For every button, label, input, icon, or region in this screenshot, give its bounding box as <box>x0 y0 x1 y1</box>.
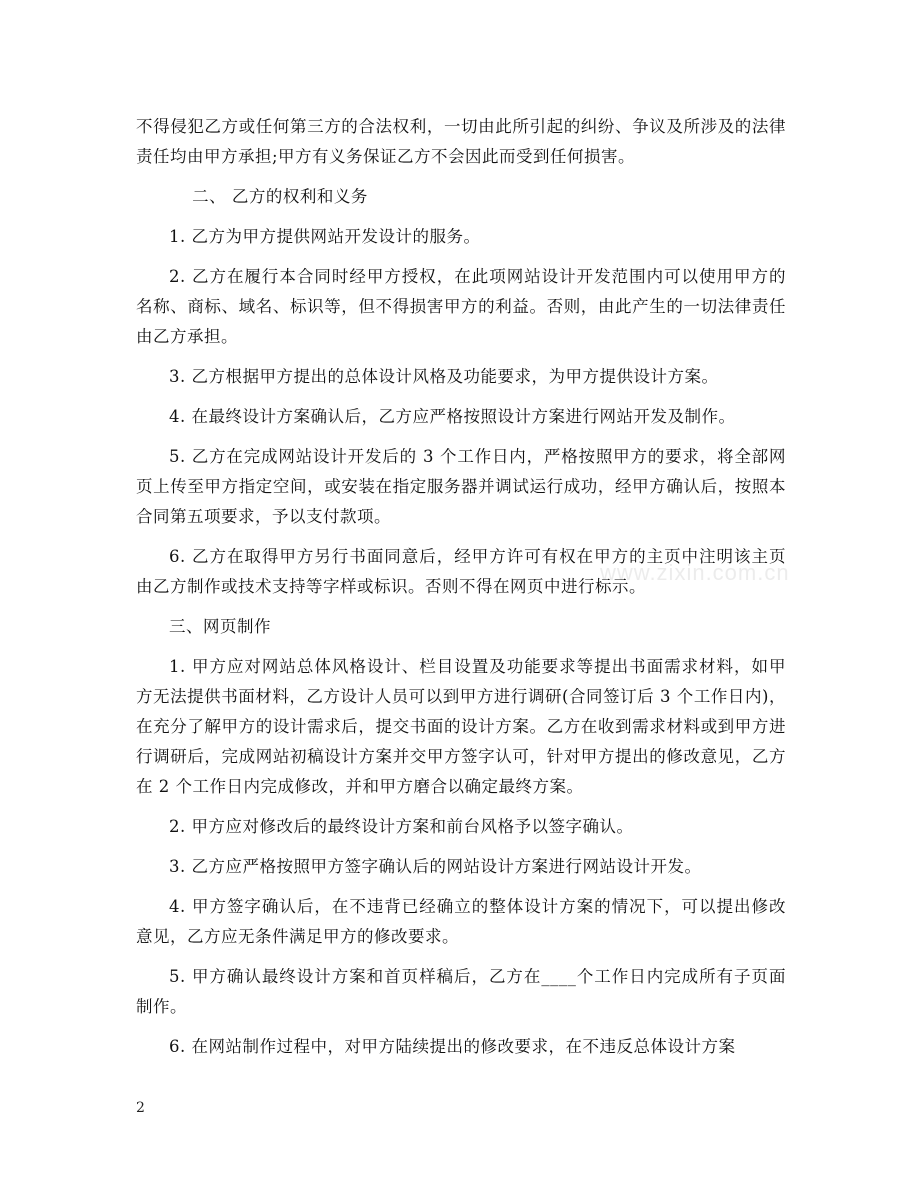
paragraph: 4. 甲方签字确认后，在不违背已经确立的整体设计方案的情况下，可以提出修改意见，乙方应无条件满足甲方的修改要求。 <box>136 897 786 946</box>
section-heading: 二、 乙方的权利和义务 <box>192 187 368 206</box>
paragraph: 3. 乙方根据甲方提出的总体设计风格及功能要求，为甲方提供设计方案。 <box>169 367 719 386</box>
paragraph: 2. 乙方在履行本合同时经甲方授权，在此项网站设计开发范围内可以使用甲方的名称、商标、域名、标识等，但不得损害甲方的利益。否则，由此产生的一切法律责任由乙方承担。 <box>136 267 786 346</box>
paragraph: 4. 在最终设计方案确认后，乙方应严格按照设计方案进行网站开发及制作。 <box>169 407 736 426</box>
section-heading: 三、网页制作 <box>169 617 271 636</box>
paragraph: 6. 乙方在取得甲方另行书面同意后，经甲方许可有权在甲方的主页中注明该主页由乙方制作或技术支持等字样或标识。否则不得在网页中进行标示。 <box>136 547 786 596</box>
paragraph: 1. 甲方应对网站总体风格设计、栏目设置及功能要求等提出书面需求材料，如甲方无法提供书面材料，乙方设计人员可以到甲方进行调研(合同签订后 3 个工作日内)，在充分了解甲方的设计需求后，提交书面的设计方案。乙方在收到需求材料或到甲方进行调研后，完成网站初稿设计方案并交甲方签字认可，针对甲方提出的修改意见，乙方在 2 个工作日内完成修改，并和甲方磨合以确定最终方案。 <box>136 657 786 796</box>
page-number: 2 <box>136 1100 145 1116</box>
paragraph: 2. 甲方应对修改后的最终设计方案和前台风格予以签字确认。 <box>169 817 634 836</box>
paragraph: 不得侵犯乙方或任何第三方的合法权利，一切由此所引起的纠纷、争议及所涉及的法律责任均由甲方承担;甲方有义务保证乙方不会因此而受到任何损害。 <box>136 117 786 166</box>
paragraph: 1. 乙方为甲方提供网站开发设计的服务。 <box>169 227 481 246</box>
document-body <box>136 112 786 1072</box>
paragraph: 6. 在网站制作过程中，对甲方陆续提出的修改要求，在不违反总体设计方案 <box>169 1037 736 1056</box>
paragraph: 5. 甲方确认最终设计方案和首页样稿后，乙方在____个工作日内完成所有子页面制作。 <box>136 967 786 1016</box>
paragraph: 3. 乙方应严格按照甲方签字确认后的网站设计方案进行网站设计开发。 <box>169 857 702 876</box>
watermark: www.zixin.com.cn <box>600 560 790 585</box>
paragraph: 5. 乙方在完成网站设计开发后的 3 个工作日内，严格按照甲方的要求，将全部网页上传至甲方指定空间，或安装在指定服务器并调试运行成功，经甲方确认后，按照本合同第五项要求，予以支付款项。 <box>136 447 786 526</box>
